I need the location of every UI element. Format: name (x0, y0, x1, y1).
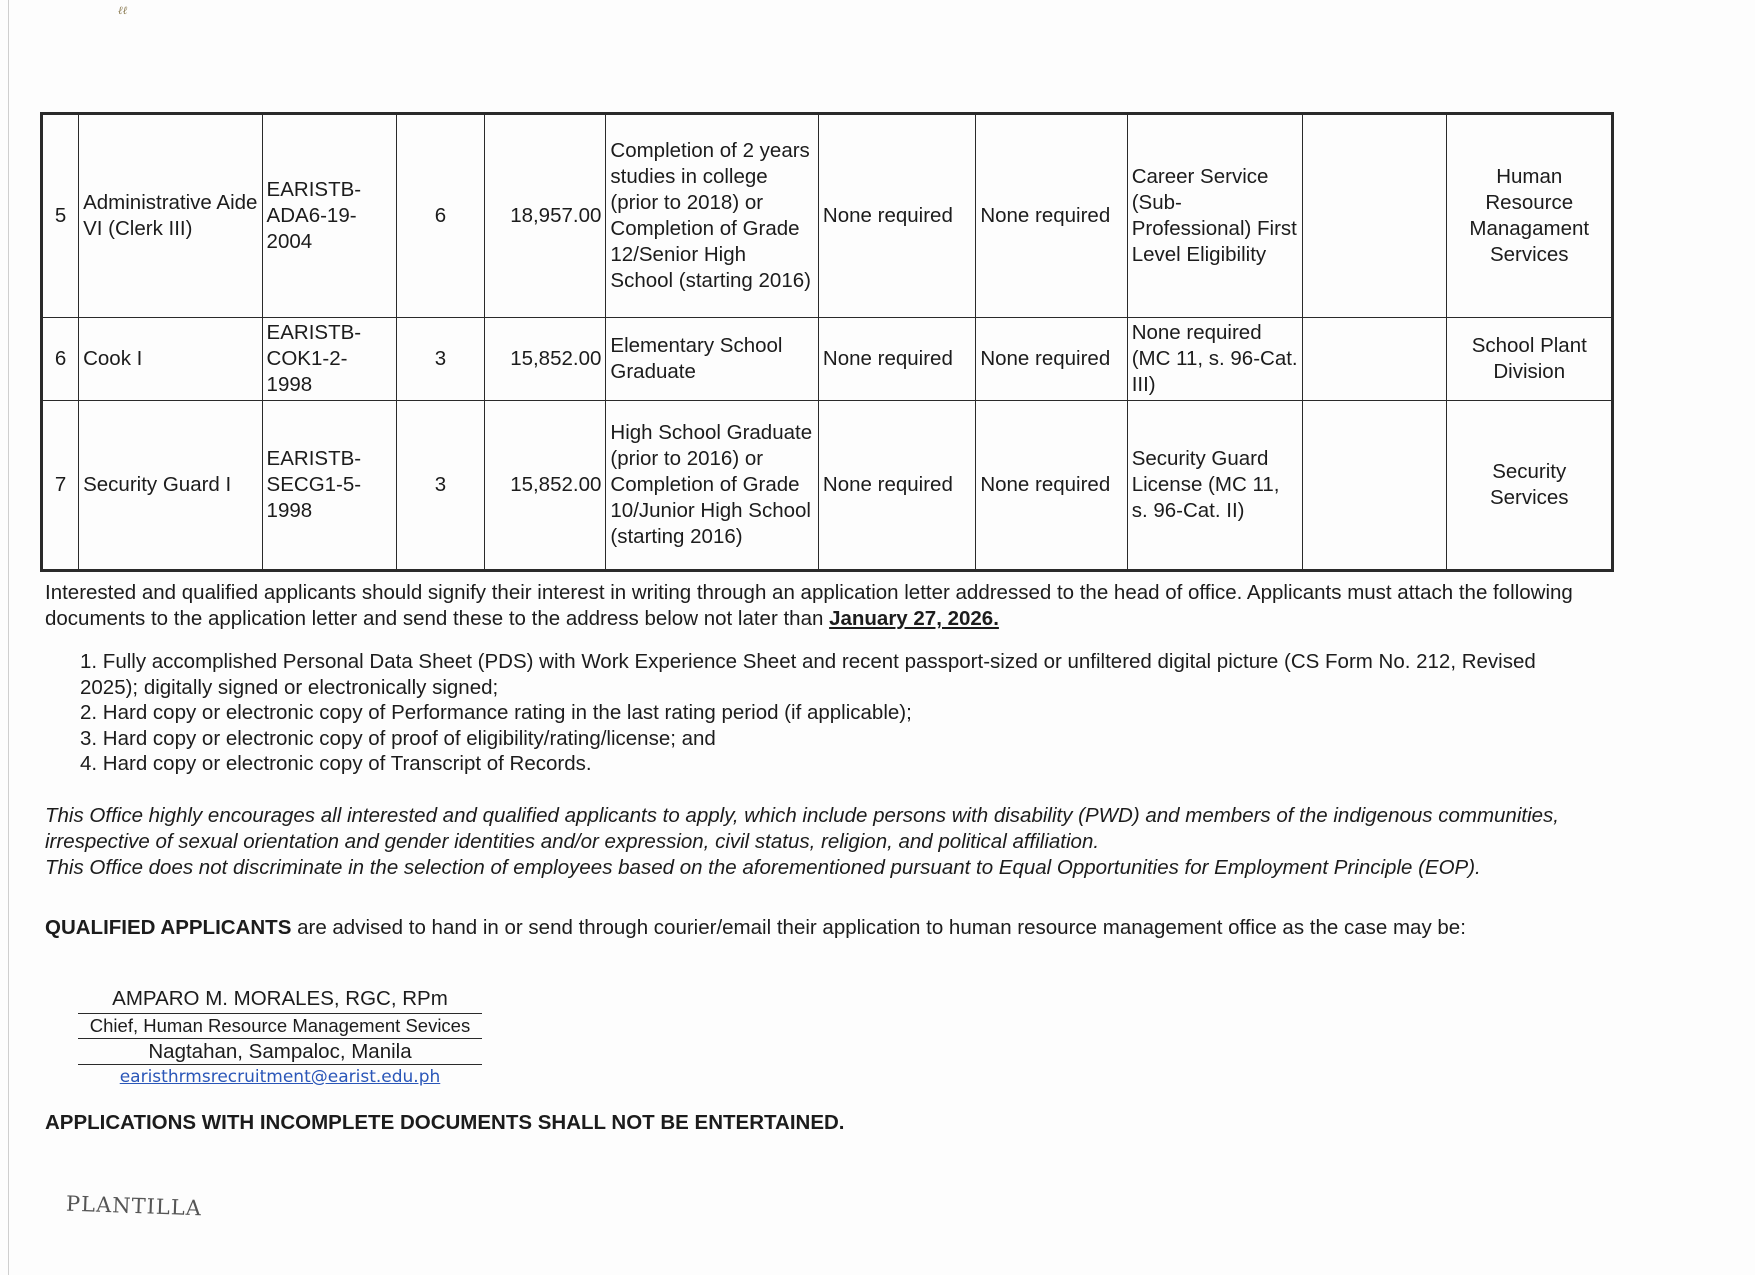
education-requirement: Elementary School Graduate (606, 318, 819, 401)
competency-cell (1303, 114, 1447, 318)
monthly-salary: 15,852.00 (485, 401, 606, 571)
signatory-title: Chief, Human Resource Management Sevices (78, 1014, 482, 1039)
training-requirement: None required (818, 401, 975, 571)
education-requirement: High School Graduate (prior to 2016) or Completion of Grade 10/Junior High School (starting 2016) (606, 401, 819, 571)
list-item: 3. Hard copy or electronic copy of proof of eligibility/rating/license; and (80, 726, 716, 750)
list-item: 2. Hard copy or electronic copy of Performance rating in the last rating period (if applicable); (80, 701, 912, 724)
scan-mark: ℓℓ (118, 4, 128, 17)
education-requirement: Completion of 2 years studies in college (prior to 2018) or Completion of Grade 12/Senior High School (starting 2016) (606, 114, 819, 318)
position-title: Cook I (79, 318, 262, 401)
signatory-name: AMPARO M. MORALES, RGC, RPm (78, 986, 482, 1014)
encouragement-text: This Office highly encourages all interested and qualified applicants to apply, which include persons with disability (PWD) and members of the indigenous communities, irrespective of sexual orientation and gender identities and/or expression, civil status, religion, and political affiliation. (45, 804, 1559, 853)
monthly-salary: 18,957.00 (485, 114, 606, 318)
qualified-applicants-lead: QUALIFIED APPLICANTS (45, 916, 292, 939)
place-of-assignment: Security Services (1447, 401, 1613, 571)
contact-email-link[interactable]: earisthrmsrecruitment@earist.edu.ph (119, 1067, 441, 1087)
requirements-list (80, 649, 1580, 777)
deadline-date: January 27, 2026. (829, 607, 999, 630)
table-row (42, 401, 1613, 571)
experience-requirement: None required (976, 114, 1127, 318)
training-requirement: None required (818, 318, 975, 401)
incomplete-documents-warning: APPLICATIONS WITH INCOMPLETE DOCUMENTS SHALL NOT BE ENTERTAINED. (45, 1111, 845, 1134)
instructions-text: Interested and qualified applicants should signify their interest in writing through an application letter addressed to the head of office. Applicants must attach the following documents to the application letter and send these to the address below not later than (45, 581, 1573, 630)
competency-cell (1303, 318, 1447, 401)
table-row (42, 318, 1613, 401)
equal-opportunity-statement (45, 803, 1585, 881)
table-row (42, 114, 1613, 318)
item-number: EARISTB-COK1-2-1998 (262, 318, 396, 401)
salary-grade: 3 (396, 318, 484, 401)
submission-text: are advised to hand in or send through courier/email their application to human resource management office as the case may be: (291, 916, 1466, 939)
vacancy-table (40, 112, 1614, 572)
place-of-assignment: School Plant Division (1447, 318, 1613, 401)
position-title: Security Guard I (79, 401, 262, 571)
non-discrimination-text: This Office does not discriminate in the selection of employees based on the aforementioned pursuant to Equal Opportunities for Employment Principle (EOP). (45, 856, 1481, 879)
competency-cell (1303, 401, 1447, 571)
application-instructions (45, 580, 1575, 632)
monthly-salary: 15,852.00 (485, 318, 606, 401)
eligibility-requirement: None required (MC 11, s. 96-Cat. III) (1127, 318, 1302, 401)
position-title: Administrative Aide VI (Clerk III) (79, 114, 262, 318)
place-of-assignment: Human Resource Managament Services (1447, 114, 1613, 318)
office-address: Nagtahan, Sampaloc, Manila (78, 1039, 482, 1065)
eligibility-requirement: Security Guard License (MC 11, s. 96-Cat. II) (1127, 401, 1302, 571)
training-requirement: None required (818, 114, 975, 318)
eligibility-requirement: Career Service (Sub-Professional) First Level Eligibility (1127, 114, 1302, 318)
item-number: EARISTB-ADA6-19-2004 (262, 114, 396, 318)
salary-grade: 3 (396, 401, 484, 571)
handwritten-note: PLANTILLA (65, 1191, 203, 1221)
item-number: EARISTB-SECG1-5-1998 (262, 401, 396, 571)
list-item: 4. Hard copy or electronic copy of Transcript of Records. (80, 752, 592, 775)
row-number: 7 (42, 401, 79, 571)
signatory-block (78, 986, 482, 1089)
row-number: 6 (42, 318, 79, 401)
experience-requirement: None required (976, 318, 1127, 401)
page-edge (8, 0, 9, 1275)
row-number: 5 (42, 114, 79, 318)
salary-grade: 6 (396, 114, 484, 318)
list-item: 1. Fully accomplished Personal Data Sheet (PDS) with Work Experience Sheet and recent passport-sized or unfiltered digital picture (CS Form No. 212, Revised 2025); digitally signed or electronically signed; (80, 650, 1536, 699)
experience-requirement: None required (976, 401, 1127, 571)
submission-instructions (45, 914, 1545, 942)
